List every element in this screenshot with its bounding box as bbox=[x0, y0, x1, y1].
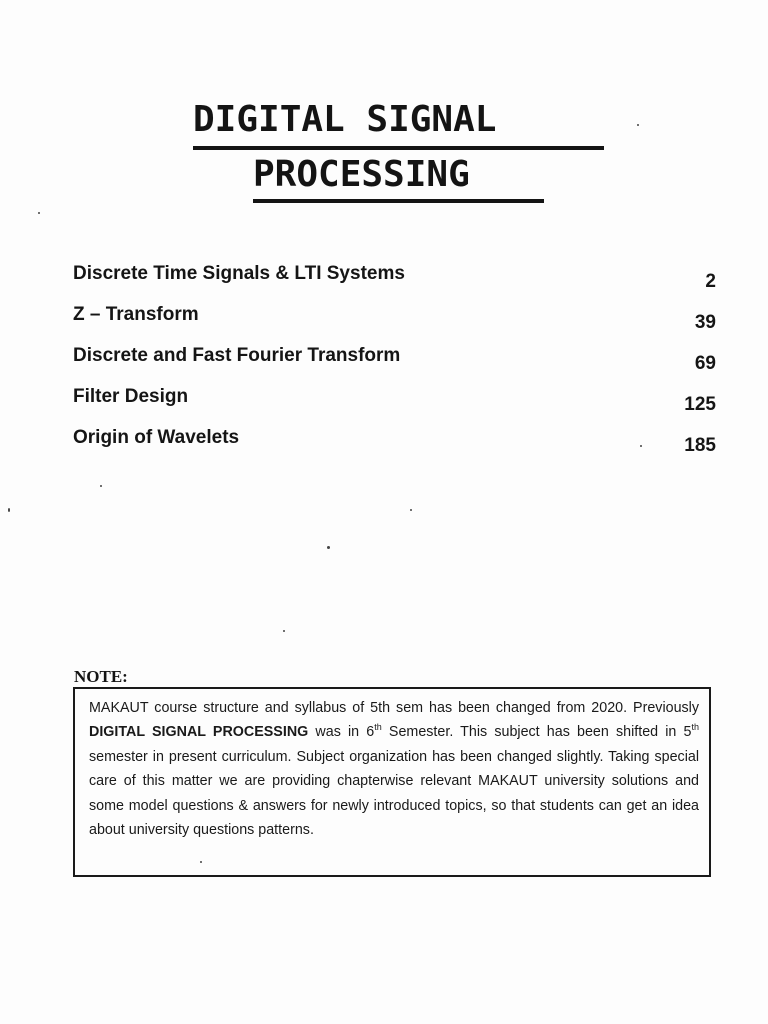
toc-entry-title: Filter Design bbox=[73, 386, 189, 407]
note-subject-name: DIGITAL SIGNAL PROCESSING bbox=[89, 724, 309, 741]
scan-speck bbox=[8, 508, 10, 512]
scan-speck bbox=[200, 861, 202, 863]
toc-entry-page: 2 bbox=[705, 271, 716, 292]
note-text-part: semester in present curriculum. Subject organization has been changed slightly. Taking special care of this matter we are providing chapterwise relevant MAKAUT university solutions and some model questions & answers for newly introduced topics, so that students can get an idea about university questions patterns. bbox=[89, 748, 699, 839]
scan-speck bbox=[410, 509, 412, 511]
toc-entry-page: 69 bbox=[694, 353, 716, 374]
toc-entry-page: 39 bbox=[694, 312, 716, 333]
table-of-contents bbox=[73, 260, 718, 465]
toc-entry-page: 125 bbox=[684, 394, 716, 415]
note-box bbox=[73, 687, 711, 877]
toc-entry-title: Discrete Time Signals & LTI Systems bbox=[73, 263, 405, 284]
toc-entry bbox=[73, 301, 718, 342]
scan-speck bbox=[38, 212, 40, 214]
note-heading: NOTE: bbox=[74, 667, 128, 686]
scan-speck bbox=[327, 546, 330, 549]
note-superscript: th bbox=[691, 722, 700, 733]
note-text-part: MAKAUT course structure and syllabus of 5th sem has been changed from 2020. Previously bbox=[89, 700, 699, 716]
note-text-part: Semester. This subject has been shifted in 5 bbox=[381, 724, 692, 741]
toc-entry-title: Z – Transform bbox=[73, 304, 199, 325]
note-superscript: th bbox=[374, 722, 382, 733]
toc-entry-title: Origin of Wavelets bbox=[73, 427, 240, 448]
title-underline-1 bbox=[193, 146, 604, 150]
toc-entry bbox=[73, 424, 718, 465]
toc-entry-page: 185 bbox=[684, 435, 716, 456]
title-underline-2 bbox=[253, 199, 544, 203]
scan-speck bbox=[637, 124, 639, 126]
scan-speck bbox=[100, 485, 102, 487]
scan-speck bbox=[283, 630, 285, 632]
scan-speck bbox=[640, 445, 642, 447]
note-text-part: was in 6 bbox=[308, 724, 375, 741]
title-line-1: DIGITAL SIGNAL bbox=[193, 99, 497, 140]
toc-entry bbox=[73, 383, 718, 424]
toc-entry bbox=[73, 342, 718, 383]
toc-entry bbox=[73, 260, 718, 301]
toc-entry-title: Discrete and Fast Fourier Transform bbox=[73, 345, 401, 366]
title-line-2: PROCESSING bbox=[253, 154, 470, 195]
